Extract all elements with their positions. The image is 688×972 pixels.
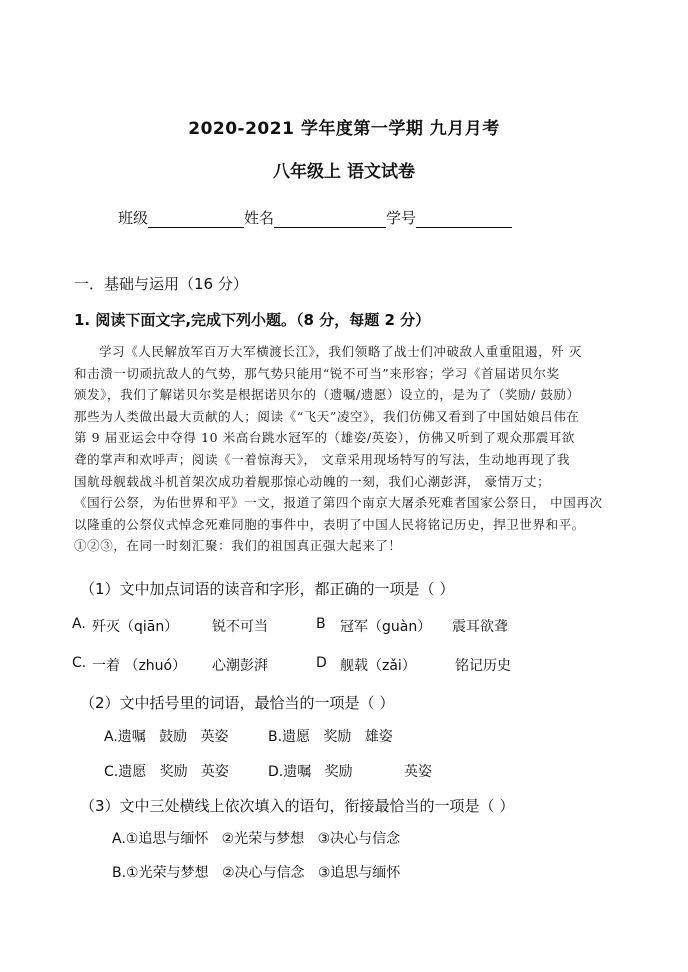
class-blank[interactable] bbox=[148, 209, 244, 228]
option-a-word1: 歼灭（qiān） bbox=[92, 619, 179, 635]
option-c-letter: C. bbox=[72, 655, 87, 671]
name-blank[interactable] bbox=[274, 209, 386, 228]
option-2d-word3: 英姿 bbox=[404, 764, 432, 780]
passage-line: 《国行公祭，为佑世界和平》一文，报道了第四个南京大屠杀死难者国家公祭日， 中国再次 bbox=[74, 495, 603, 511]
passage-line: 以隆重的公祭仪式悼念死难同胞的事件中，表明了中国人民将铭记历史，捍卫世界和平。 bbox=[74, 516, 585, 532]
exam-title: 2020-2021 学年度第一学期 九月月考 bbox=[188, 119, 500, 139]
passage-line: 学习《人民解放军百万大军横渡长江》，我们领略了战士们冲破敌人重重阻遏，歼 灭 bbox=[99, 344, 583, 359]
option-2d: D.遗嘱 奖励 bbox=[268, 764, 353, 780]
question-1-heading: 1. 阅读下面文字,完成下列小题。（8 分，每题 2 分） bbox=[74, 311, 431, 329]
passage-line: 和击溃一切顽抗敌人的气势，那气势只能用“锐不可当”来形容；学习《首届诺贝尔奖 bbox=[74, 365, 560, 381]
id-blank[interactable] bbox=[416, 209, 512, 228]
option-a-letter: A. bbox=[72, 616, 86, 632]
option-d-letter: D bbox=[316, 655, 327, 671]
option-3b: B.①光荣与梦想 ②决心与信念 ③追思与缅怀 bbox=[112, 865, 401, 881]
option-b-word2: 震耳欲聋 bbox=[452, 619, 508, 635]
passage-line: 颁发》，我们了解诺贝尔奖是根据诺贝尔的（遗嘱/遗愿）设立的，是为了（奖励/ 鼓励） bbox=[74, 387, 580, 403]
option-2c: C.遗愿 奖励 英姿 bbox=[104, 764, 229, 780]
option-d-word1: 舰载（zǎi） bbox=[340, 658, 416, 674]
name-label: 姓名 bbox=[244, 209, 275, 227]
option-b-letter: B bbox=[316, 616, 326, 632]
section-heading: 一．基础与运用（16 分） bbox=[74, 275, 248, 293]
option-2b: B.遗愿 奖励 雄姿 bbox=[268, 729, 393, 745]
id-label: 学号 bbox=[386, 209, 417, 227]
option-c-word1: 一着 （zhuó） bbox=[92, 658, 187, 674]
reading-passage bbox=[74, 341, 630, 557]
exam-subtitle: 八年级上 语文试卷 bbox=[273, 162, 415, 182]
option-a-word2: 锐不可当 bbox=[212, 619, 268, 635]
sub-question-3: （3）文中三处横线上依次填入的语句，衔接最恰当的一项是（ ） bbox=[80, 797, 515, 815]
sub-question-1: （1）文中加点词语的读音和字形，都正确的一项是（ ） bbox=[80, 580, 455, 598]
option-2a: A.遗嘱 鼓励 英姿 bbox=[104, 729, 229, 745]
option-d-word2: 铭记历史 bbox=[455, 658, 511, 674]
option-c-word2: 心潮彭湃 bbox=[212, 658, 268, 674]
passage-line: 第 9 届亚运会中夺得 10 米高台跳水冠军的（雄姿/英姿），仿佛又听到了观众那震耳欲 bbox=[74, 430, 576, 446]
class-label: 班级 bbox=[118, 209, 149, 227]
passage-line: 国航母舰载战斗机首架次成功着舰那惊心动魄的一刻，我们心潮彭湃， 豪情万丈； bbox=[74, 473, 551, 489]
passage-line: 聋的掌声和欢呼声；阅读《一着惊海天》， 文章采用现场特写的写法，生动地再现了我 bbox=[74, 451, 571, 467]
passage-line: ①②③，在同一时刻汇聚：我们的祖国真正强大起来了！ bbox=[74, 538, 402, 554]
student-info-row bbox=[118, 207, 512, 228]
option-b-word1: 冠军（guàn） bbox=[340, 619, 432, 635]
option-3a: A.①追思与缅怀 ②光荣与梦想 ③决心与信念 bbox=[112, 831, 401, 847]
sub-question-2: （2）文中括号里的词语，最恰当的一项是（ ） bbox=[80, 694, 395, 712]
passage-line: 那些为人类做出最大贡献的人；阅读《“飞天”凌空》，我们仿佛又看到了中国姑娘吕伟在 bbox=[74, 408, 580, 424]
